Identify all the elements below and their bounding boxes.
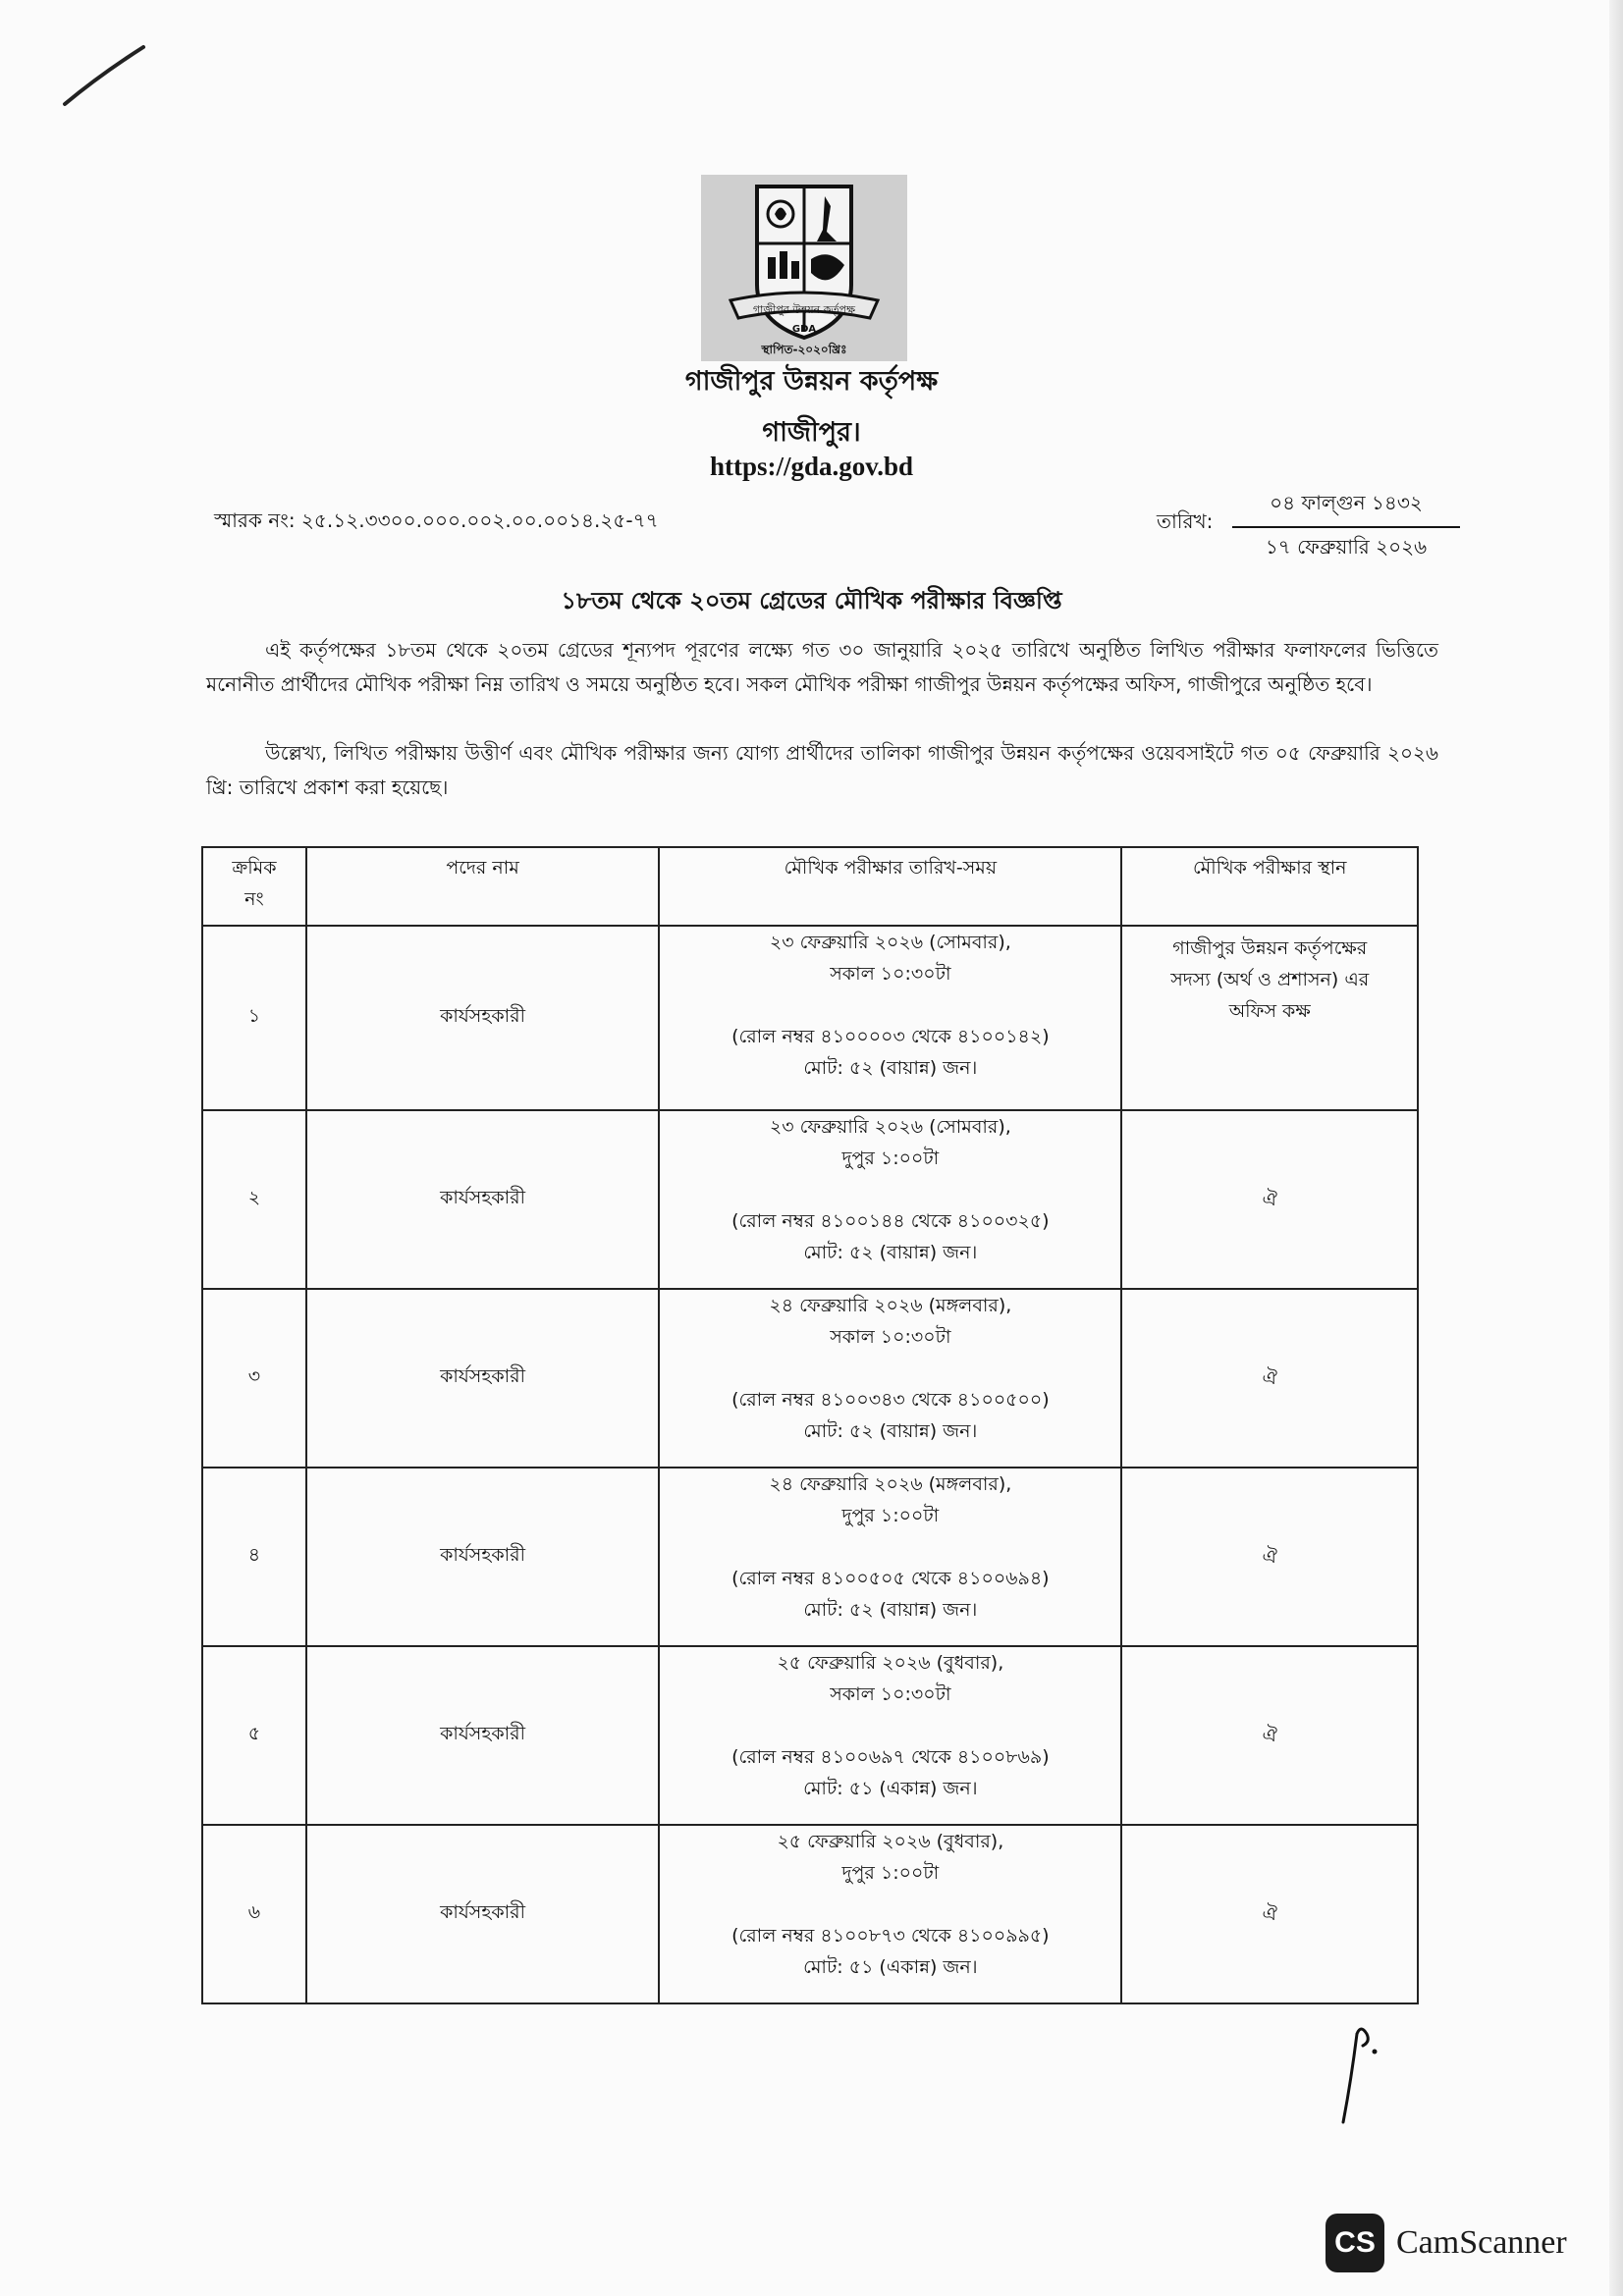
exam-datetime-cell bbox=[659, 1825, 1121, 2003]
gda-emblem-logo bbox=[701, 175, 907, 361]
camscanner-watermark-text: CamScanner bbox=[1396, 2224, 1567, 2261]
emblem-banner-text: গাজীপুর উন্নয়ন কর্তৃপক্ষ bbox=[752, 303, 856, 316]
serial-cell: ৩ bbox=[202, 1289, 306, 1468]
emblem-abbr-text: GDA bbox=[791, 324, 817, 335]
pen-stroke-mark bbox=[61, 35, 159, 114]
serial-cell: ১ bbox=[202, 926, 306, 1110]
header-serial-line2: নং bbox=[244, 888, 264, 910]
exam-date: ২৩ ফেব্রুয়ারি ২০২৬ (সোমবার), bbox=[769, 932, 1011, 953]
candidate-total: মোট: ৫২ (বায়ান্ন) জন। bbox=[803, 1420, 978, 1442]
header-serial bbox=[202, 847, 306, 926]
memo-date-block bbox=[1232, 489, 1460, 565]
roll-range: (রোল নম্বর ৪১০০৮৭৩ থেকে ৪১০০৯৯৫) bbox=[731, 1925, 1050, 1947]
post-name-cell: কার্যসহকারী bbox=[306, 1468, 659, 1646]
exam-time: সকাল ১০:৩০টা bbox=[830, 1326, 951, 1348]
post-name-cell: কার্যসহকারী bbox=[306, 1646, 659, 1825]
gregorian-date: ১৭ ফেব্রুয়ারি ২০২৬ bbox=[1265, 535, 1428, 559]
serial-cell: ৬ bbox=[202, 1825, 306, 2003]
header-post-name: পদের নাম bbox=[306, 847, 659, 926]
date-label: তারিখ: bbox=[1157, 509, 1214, 533]
exam-datetime-cell bbox=[659, 1468, 1121, 1646]
bangla-calendar-date: ০৪ ফাল্গুন ১৪৩২ bbox=[1232, 489, 1460, 528]
serial-cell: ৪ bbox=[202, 1468, 306, 1646]
header-exam-datetime: মৌখিক পরীক্ষার তারিখ-সময় bbox=[659, 847, 1121, 926]
exam-time: দুপুর ১:০০টা bbox=[841, 1862, 940, 1884]
venue-line-3: অফিস কক্ষ bbox=[1228, 1000, 1311, 1022]
exam-date: ২৪ ফেব্রুয়ারি ২০২৬ (মঙ্গলবার), bbox=[769, 1295, 1012, 1316]
exam-venue-cell bbox=[1121, 926, 1418, 1110]
candidate-total: মোট: ৫২ (বায়ান্ন) জন। bbox=[803, 1057, 978, 1079]
table-row bbox=[202, 1289, 1418, 1468]
notice-paragraph-2: উল্লেখ্য, লিখিত পরীক্ষায় উত্তীর্ণ এবং মৌখিক পরীক্ষার জন্য যোগ্য প্রার্থীদের তালিকা গাজীপুর উন্নয়ন কর্তৃপক্ষের ওয়েবসাইটে গত ০৫ ফেব্রুয়ারি ২০২৬ খ্রি: তারিখে প্রকাশ করা হয়েছে। bbox=[206, 741, 1438, 799]
exam-date: ২৫ ফেব্রুয়ারি ২০২৬ (বুধবার), bbox=[777, 1831, 1004, 1852]
viva-schedule-table bbox=[201, 846, 1419, 2004]
exam-time: দুপুর ১:০০টা bbox=[841, 1148, 940, 1169]
table-row bbox=[202, 1825, 1418, 2003]
exam-time: সকাল ১০:৩০টা bbox=[830, 1683, 951, 1705]
candidate-total: মোট: ৫২ (বায়ান্ন) জন। bbox=[803, 1599, 978, 1621]
table-header-row bbox=[202, 847, 1418, 926]
page-edge-shadow bbox=[1609, 0, 1623, 2296]
camscanner-logo-icon: CS bbox=[1325, 2214, 1384, 2272]
exam-venue-cell: ঐ bbox=[1121, 1110, 1418, 1289]
roll-range: (রোল নম্বর ৪১০০৬৯৭ থেকে ৪১০০৮৬৯) bbox=[731, 1746, 1050, 1768]
candidate-total: মোট: ৫১ (একান্ন) জন। bbox=[803, 1778, 978, 1799]
post-name-cell: কার্যসহকারী bbox=[306, 1110, 659, 1289]
exam-date: ২৩ ফেব্রুয়ারি ২০২৬ (সোমবার), bbox=[769, 1116, 1011, 1138]
post-name-cell: কার্যসহকারী bbox=[306, 926, 659, 1110]
handwritten-signature bbox=[1325, 2012, 1394, 2130]
venue-line-2: সদস্য (অর্থ ও প্রশাসন) এর bbox=[1170, 969, 1370, 990]
roll-range: (রোল নম্বর ৪১০০০০৩ থেকে ৪১০০১৪২) bbox=[731, 1026, 1050, 1047]
exam-date: ২৪ ফেব্রুয়ারি ২০২৬ (মঙ্গলবার), bbox=[769, 1473, 1012, 1495]
post-name-cell: কার্যসহকারী bbox=[306, 1825, 659, 2003]
exam-venue-cell: ঐ bbox=[1121, 1825, 1418, 2003]
table-row bbox=[202, 1110, 1418, 1289]
exam-datetime-cell bbox=[659, 1646, 1121, 1825]
exam-datetime-cell bbox=[659, 926, 1121, 1110]
notice-title: ১৮তম থেকে ২০তম গ্রেডের মৌখিক পরীক্ষার বিজ্ঞপ্তি bbox=[561, 587, 1062, 614]
serial-cell: ২ bbox=[202, 1110, 306, 1289]
roll-range: (রোল নম্বর ৪১০০৫০৫ থেকে ৪১০০৬৯৪) bbox=[731, 1568, 1050, 1589]
candidate-total: মোট: ৫২ (বায়ান্ন) জন। bbox=[803, 1242, 978, 1263]
roll-range: (রোল নম্বর ৪১০০১৪৪ থেকে ৪১০০৩২৫) bbox=[731, 1210, 1050, 1232]
memo-reference-number: স্মারক নং: ২৫.১২.৩৩০০.০০০.০০২.০০.০০১৪.২৫-৭৭ bbox=[214, 508, 659, 532]
exam-datetime-cell bbox=[659, 1289, 1121, 1468]
notice-paragraph-1: এই কর্তৃপক্ষের ১৮তম থেকে ২০তম গ্রেডের শূন্যপদ পূরণের লক্ষ্যে গত ৩০ জানুয়ারি ২০২৫ তারিখে অনুষ্ঠিত লিখিত পরীক্ষার ফলাফলের ভিত্তিতে মনোনীত প্রার্থীদের মৌখিক পরীক্ষা নিম্ন তারিখ ও সময়ে অনুষ্ঠিত হবে। সকল মৌখিক পরীক্ষা গাজীপুর উন্নয়ন কর্তৃপক্ষের অফিস, গাজীপুরে অনুষ্ঠিত হবে। bbox=[206, 638, 1438, 696]
exam-date: ২৫ ফেব্রুয়ারি ২০২৬ (বুধবার), bbox=[777, 1652, 1004, 1674]
serial-cell: ৫ bbox=[202, 1646, 306, 1825]
emblem-established-text: স্থাপিত-২০২০খ্রিঃ bbox=[761, 343, 847, 356]
post-name-cell: কার্যসহকারী bbox=[306, 1289, 659, 1468]
organization-city: গাজীপুর। bbox=[762, 417, 861, 448]
header-exam-venue: মৌখিক পরীক্ষার স্থান bbox=[1121, 847, 1418, 926]
header-serial-line1: ক্রমিক bbox=[232, 857, 277, 879]
organization-name: গাজীপুর উন্নয়ন কর্তৃপক্ষ bbox=[684, 366, 939, 397]
exam-venue-cell: ঐ bbox=[1121, 1468, 1418, 1646]
table-row bbox=[202, 1468, 1418, 1646]
exam-datetime-cell bbox=[659, 1110, 1121, 1289]
candidate-total: মোট: ৫১ (একান্ন) জন। bbox=[803, 1956, 978, 1978]
exam-venue-cell: ঐ bbox=[1121, 1289, 1418, 1468]
roll-range: (রোল নম্বর ৪১০০৩৪৩ থেকে ৪১০০৫০০) bbox=[731, 1389, 1050, 1411]
table-row bbox=[202, 926, 1418, 1110]
exam-venue-cell: ঐ bbox=[1121, 1646, 1418, 1825]
exam-time: দুপুর ১:০০টা bbox=[841, 1505, 940, 1526]
exam-time: সকাল ১০:৩০টা bbox=[830, 963, 951, 985]
organization-website: https://gda.gov.bd bbox=[709, 452, 914, 481]
table-row bbox=[202, 1646, 1418, 1825]
venue-line-1: গাজীপুর উন্নয়ন কর্তৃপক্ষের bbox=[1172, 937, 1368, 959]
